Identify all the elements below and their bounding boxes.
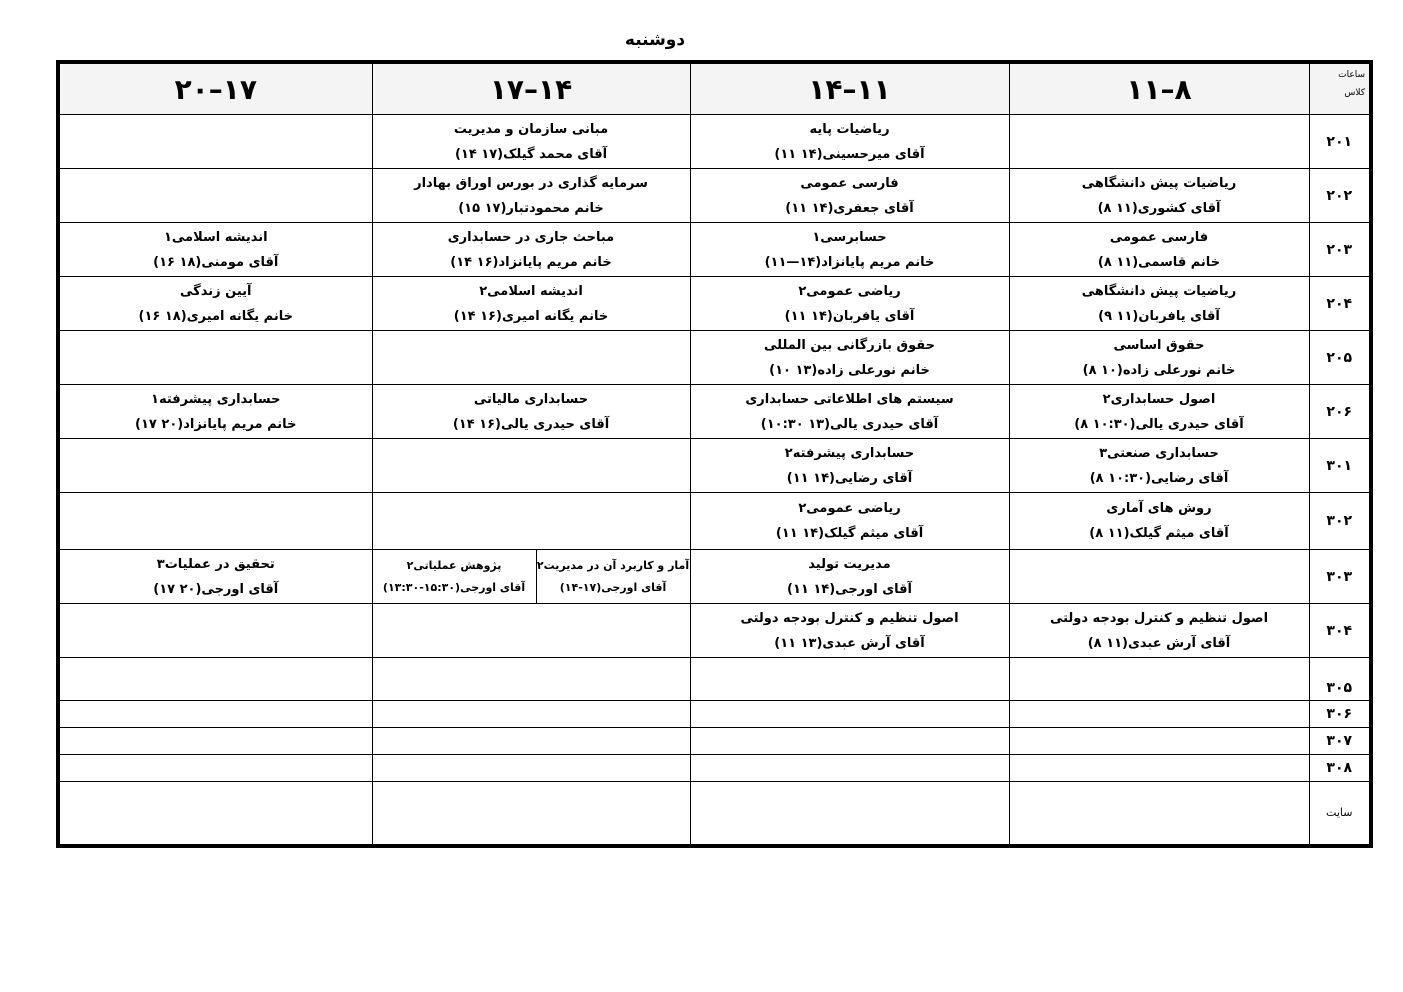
schedule-cell xyxy=(58,728,372,755)
teacher-time: خانم یگانه امیری(۱۸ ۱۶) xyxy=(138,308,293,324)
teacher-time: آقای آرش عبدی(۱۱ ۸) xyxy=(1087,635,1231,651)
room-number: ۳۰۳ xyxy=(1309,550,1371,604)
course-name: ریاضی عمومی۲ xyxy=(798,501,901,516)
schedule-cell xyxy=(58,493,372,550)
room-number: سایت xyxy=(1309,782,1371,846)
schedule-cell xyxy=(372,493,690,550)
corner-header-cell xyxy=(1309,62,1371,115)
room-number: ۳۰۸ xyxy=(1309,755,1371,782)
teacher-time: خانم قاسمی(۱۱ ۸) xyxy=(1097,254,1221,270)
schedule-cell xyxy=(1009,385,1309,439)
table-row xyxy=(58,728,1371,755)
room-number: ۳۰۷ xyxy=(1309,728,1371,755)
slot-header-2: ۱۱–۱۴ xyxy=(690,62,1009,115)
schedule-cell xyxy=(58,782,372,846)
table-row xyxy=(58,331,1371,385)
schedule-cell xyxy=(1009,223,1309,277)
schedule-cell xyxy=(1009,755,1309,782)
teacher-time: خانم یگانه امیری(۱۶ ۱۴) xyxy=(453,308,609,324)
schedule-cell xyxy=(372,550,536,604)
teacher-time: آقای جعفری(۱۴ ۱۱) xyxy=(785,200,914,216)
course-name: حسابداری پیشرفته۲ xyxy=(784,445,915,461)
teacher-time: خانم محمودتبار(۱۷ ۱۵) xyxy=(458,200,604,216)
schedule-cell xyxy=(690,604,1009,658)
schedule-cell xyxy=(372,701,690,728)
room-number: ۳۰۴ xyxy=(1309,604,1371,658)
course-name: حسابرسی۱ xyxy=(812,229,887,245)
room-number: ۳۰۲ xyxy=(1309,493,1371,550)
schedule-cell xyxy=(690,439,1009,493)
table-row xyxy=(58,701,1371,728)
schedule-cell xyxy=(690,169,1009,223)
teacher-time: آقای میثم گیلک(۱۱ ۸) xyxy=(1089,526,1229,541)
schedule-cell xyxy=(372,115,690,169)
course-name: اصول تنظیم و کنترل بودجه دولتی xyxy=(740,610,959,626)
course-name: حقوق اساسی xyxy=(1113,337,1205,353)
class-schedule-table xyxy=(56,60,1373,848)
room-number: ۳۰۵ xyxy=(1309,658,1371,701)
teacher-time: آقای حیدری یالی(۱۶ ۱۴) xyxy=(452,416,610,432)
course-name: فارسی عمومی xyxy=(800,175,899,191)
schedule-cell xyxy=(58,169,372,223)
slot-header-3: ۱۴–۱۷ xyxy=(372,62,690,115)
table-row xyxy=(58,550,1371,604)
table-row xyxy=(58,115,1371,169)
course-name: حسابداری صنعتی۳ xyxy=(1099,445,1219,461)
schedule-cell xyxy=(58,277,372,331)
course-name: ریاضیات پیش دانشگاهی xyxy=(1081,283,1237,299)
table-row xyxy=(58,782,1371,846)
teacher-time: آقای آرش عبدی(۱۳ ۱۱) xyxy=(774,635,925,651)
teacher-time: آقای رضایی(۱۰:۳۰ ۸) xyxy=(1089,470,1229,486)
teacher-time: آقای مومنی(۱۸ ۱۶) xyxy=(153,254,279,270)
schedule-cell xyxy=(690,277,1009,331)
schedule-cell xyxy=(690,550,1009,604)
course-name: حسابداری پیشرفته۱ xyxy=(151,391,281,407)
teacher-time: آقای اورجی(۱۷-۱۴) xyxy=(559,580,667,594)
schedule-cell xyxy=(58,550,372,604)
course-name: حسابداری مالیاتی xyxy=(473,391,589,407)
slot-header-1: ۸–۱۱ xyxy=(1009,62,1309,115)
table-row xyxy=(58,223,1371,277)
course-name: اندیشه اسلامی۱ xyxy=(163,229,268,245)
header-row xyxy=(58,62,1371,115)
schedule-cell xyxy=(1009,331,1309,385)
schedule-cell xyxy=(372,439,690,493)
room-number: ۲۰۵ xyxy=(1309,331,1371,385)
schedule-cell xyxy=(690,658,1009,701)
schedule-cell xyxy=(58,658,372,701)
teacher-time: آقای رضایی(۱۴ ۱۱) xyxy=(786,470,913,486)
schedule-cell xyxy=(1009,550,1309,604)
schedule-cell xyxy=(58,755,372,782)
schedule-cell xyxy=(58,604,372,658)
schedule-cell xyxy=(1009,782,1309,846)
schedule-cell xyxy=(690,115,1009,169)
schedule-cell xyxy=(372,755,690,782)
course-name: مبانی سازمان و مدیریت xyxy=(453,121,609,137)
course-name: مدیریت تولید xyxy=(808,556,891,572)
schedule-cell xyxy=(58,223,372,277)
course-name: آیین زندگی xyxy=(180,283,252,299)
schedule-cell xyxy=(690,701,1009,728)
schedule-cell xyxy=(372,782,690,846)
schedule-cell xyxy=(58,701,372,728)
schedule-cell xyxy=(1009,439,1309,493)
table-row xyxy=(58,658,1371,701)
schedule-cell xyxy=(58,331,372,385)
course-name: اندیشه اسلامی۲ xyxy=(479,283,583,299)
corner-hours-label: ساعات xyxy=(1338,70,1365,80)
table-row xyxy=(58,385,1371,439)
teacher-time: آقای اورجی(۲۰ ۱۷) xyxy=(153,581,279,597)
schedule-cell xyxy=(372,331,690,385)
schedule-cell xyxy=(690,331,1009,385)
schedule-cell xyxy=(690,385,1009,439)
course-name: تحقیق در عملیات۳ xyxy=(156,556,275,572)
teacher-time: آقای حیدری یالی(۱۰:۳۰ ۸) xyxy=(1074,416,1244,432)
course-name: آمار و کاربرد آن در مدیریت۲ xyxy=(536,558,690,572)
schedule-cell xyxy=(372,728,690,755)
schedule-cell xyxy=(1009,169,1309,223)
corner-class-label: کلاس xyxy=(1344,88,1365,98)
course-name: روش های آماری xyxy=(1106,501,1212,516)
teacher-time: خانم نورعلی زاده(۱۰ ۸) xyxy=(1082,362,1236,378)
room-number: ۲۰۶ xyxy=(1309,385,1371,439)
room-number: ۳۰۶ xyxy=(1309,701,1371,728)
table-row xyxy=(58,604,1371,658)
teacher-time: خانم مریم پایانزاد(۲۰ ۱۷) xyxy=(135,416,297,432)
schedule-cell xyxy=(536,550,690,604)
teacher-time: آقای کشوری(۱۱ ۸) xyxy=(1097,200,1221,216)
teacher-time: آقای یافربان(۱۴ ۱۱) xyxy=(784,308,915,324)
schedule-cell xyxy=(690,493,1009,550)
page-title: دوشنبه xyxy=(624,30,686,50)
schedule-cell xyxy=(1009,701,1309,728)
teacher-time: آقای اورجی(۱۵:۳۰-۱۳:۳۰) xyxy=(382,580,526,594)
teacher-time: خانم مریم پایانزاد(۱۶ ۱۴) xyxy=(450,254,612,270)
course-name: مباحث جاری در حسابداری xyxy=(447,229,615,245)
room-number: ۲۰۳ xyxy=(1309,223,1371,277)
course-name: اصول حسابداری۲ xyxy=(1102,391,1216,407)
schedule-cell xyxy=(58,115,372,169)
course-name: ریاضی عمومی۲ xyxy=(798,283,901,299)
course-name: فارسی عمومی xyxy=(1109,229,1209,245)
schedule-cell xyxy=(372,604,690,658)
schedule-cell xyxy=(372,223,690,277)
room-number: ۳۰۱ xyxy=(1309,439,1371,493)
schedule-cell xyxy=(372,277,690,331)
schedule-cell xyxy=(1009,728,1309,755)
teacher-time: آقای میرحسینی(۱۴ ۱۱) xyxy=(774,146,925,162)
schedule-cell xyxy=(372,658,690,701)
course-name: سرمایه گذاری در بورس اوراق بهادار xyxy=(414,175,648,191)
course-name: اصول تنظیم و کنترل بودجه دولتی xyxy=(1049,610,1269,626)
schedule-cell xyxy=(1009,658,1309,701)
schedule-cell xyxy=(58,385,372,439)
schedule-cell xyxy=(1009,604,1309,658)
schedule-cell xyxy=(690,223,1009,277)
slot-header-4: ۱۷–۲۰ xyxy=(58,62,372,115)
schedule-cell xyxy=(690,782,1009,846)
schedule-cell xyxy=(690,728,1009,755)
schedule-cell xyxy=(690,755,1009,782)
schedule-cell xyxy=(1009,115,1309,169)
teacher-time: آقای محمد گیلک(۱۷ ۱۴) xyxy=(454,146,608,162)
schedule-cell xyxy=(1009,277,1309,331)
course-name: ریاضیات پایه xyxy=(809,121,890,137)
schedule-cell xyxy=(372,169,690,223)
table-row xyxy=(58,493,1371,550)
course-name: ریاضیات پیش دانشگاهی xyxy=(1081,175,1237,191)
teacher-time: خانم مریم پایانزاد(۱۴—۱۱) xyxy=(764,254,935,270)
room-number: ۲۰۴ xyxy=(1309,277,1371,331)
room-number: ۲۰۲ xyxy=(1309,169,1371,223)
teacher-time: خانم نورعلی زاده(۱۳ ۱۰) xyxy=(769,362,930,378)
course-name: سیستم های اطلاعاتی حسابداری xyxy=(745,391,954,407)
table-row xyxy=(58,277,1371,331)
teacher-time: آقای اورجی(۱۴ ۱۱) xyxy=(786,581,912,597)
schedule-cell xyxy=(1009,493,1309,550)
table-row xyxy=(58,439,1371,493)
teacher-time: آقای یافربان(۱۱ ۹) xyxy=(1098,308,1220,324)
course-name: حقوق بازرگانی بین المللی xyxy=(764,337,935,353)
room-number: ۲۰۱ xyxy=(1309,115,1371,169)
schedule-cell xyxy=(372,385,690,439)
table-row xyxy=(58,169,1371,223)
teacher-time: آقای میثم گیلک(۱۴ ۱۱) xyxy=(775,526,924,541)
table-row xyxy=(58,755,1371,782)
teacher-time: آقای حیدری یالی(۱۳ ۱۰:۳۰) xyxy=(760,416,939,432)
schedule-cell xyxy=(58,439,372,493)
course-name: پژوهش عملیاتی۲ xyxy=(406,558,502,572)
